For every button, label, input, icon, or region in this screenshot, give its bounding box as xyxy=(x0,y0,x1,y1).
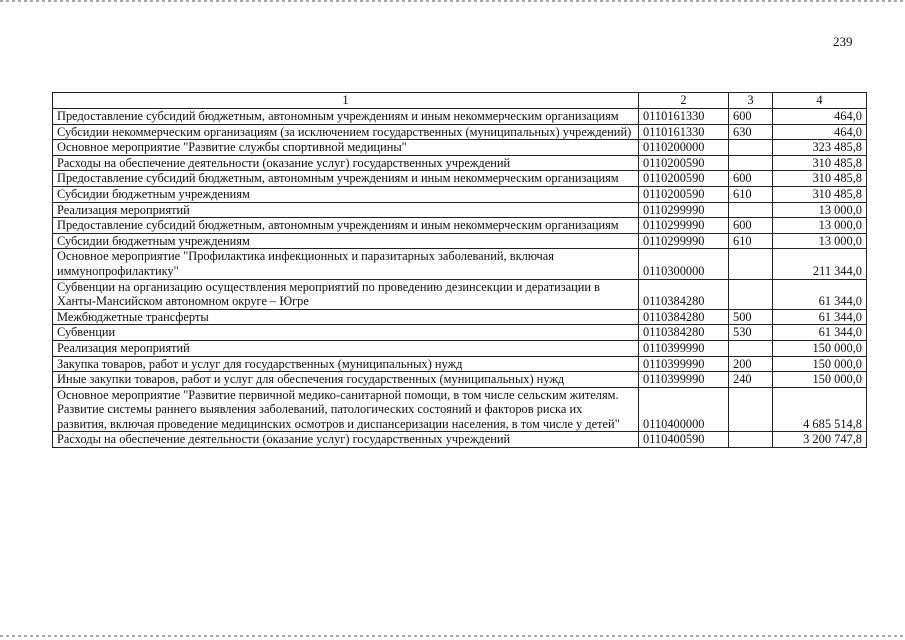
column-header-1: 1 xyxy=(53,93,639,109)
row-type-cell: 500 xyxy=(729,309,773,325)
row-type-cell xyxy=(729,202,773,218)
row-name-cell: Расходы на обеспечение деятельности (оказание услуг) государственных учреждений xyxy=(53,432,639,448)
table-header-row xyxy=(53,93,867,109)
row-type-cell: 610 xyxy=(729,186,773,202)
row-amount-cell: 464,0 xyxy=(773,124,867,140)
table-row xyxy=(53,186,867,202)
row-name-cell: Закупка товаров, работ и услуг для государственных (муниципальных) нужд xyxy=(53,356,639,372)
row-code-cell: 0110200590 xyxy=(639,186,729,202)
row-type-cell xyxy=(729,249,773,279)
row-amount-cell: 150 000,0 xyxy=(773,372,867,388)
row-type-cell xyxy=(729,279,773,309)
row-code-cell: 0110399990 xyxy=(639,340,729,356)
row-type-cell: 200 xyxy=(729,356,773,372)
row-type-cell: 530 xyxy=(729,325,773,341)
table-row xyxy=(53,202,867,218)
row-amount-cell: 4 685 514,8 xyxy=(773,387,867,432)
row-name-cell: Субсидии бюджетным учреждениям xyxy=(53,233,639,249)
column-header-2: 2 xyxy=(639,93,729,109)
row-code-cell: 0110299990 xyxy=(639,218,729,234)
row-name-cell: Основное мероприятие "Профилактика инфекционных и паразитарных заболеваний, включая иммунопрофилактику" xyxy=(53,249,639,279)
page-number: 239 xyxy=(833,34,853,49)
row-amount-cell: 61 344,0 xyxy=(773,309,867,325)
row-type-cell: 600 xyxy=(729,109,773,125)
row-type-cell: 240 xyxy=(729,372,773,388)
row-type-cell xyxy=(729,155,773,171)
row-amount-cell: 211 344,0 xyxy=(773,249,867,279)
row-amount-cell: 13 000,0 xyxy=(773,218,867,234)
row-type-cell: 600 xyxy=(729,171,773,187)
row-amount-cell: 3 200 747,8 xyxy=(773,432,867,448)
row-name-cell: Реализация мероприятий xyxy=(53,202,639,218)
table-row xyxy=(53,325,867,341)
row-amount-cell: 150 000,0 xyxy=(773,356,867,372)
row-amount-cell: 13 000,0 xyxy=(773,202,867,218)
row-code-cell: 0110300000 xyxy=(639,249,729,279)
row-name-cell: Межбюджетные трансферты xyxy=(53,309,639,325)
column-header-4: 4 xyxy=(773,93,867,109)
row-name-cell: Субсидии некоммерческим организациям (за исключением государственных (муниципальных) учреждений) xyxy=(53,124,639,140)
row-amount-cell: 61 344,0 xyxy=(773,279,867,309)
row-code-cell: 0110299990 xyxy=(639,202,729,218)
table-row xyxy=(53,124,867,140)
table-row xyxy=(53,171,867,187)
row-amount-cell: 310 485,8 xyxy=(773,155,867,171)
row-code-cell: 0110384280 xyxy=(639,309,729,325)
row-name-cell: Иные закупки товаров, работ и услуг для обеспечения государственных (муниципальных) нужд xyxy=(53,372,639,388)
table-row xyxy=(53,140,867,156)
row-name-cell: Основное мероприятие "Развитие первичной медико-санитарной помощи, в том числе сельским жителям. Развитие системы раннего выявления заболеваний, патологических состояний и факторов риска их развития, включая проведение медицинских осмотров и диспансеризации населения, в том числе у детей" xyxy=(53,387,639,432)
row-name-cell: Предоставление субсидий бюджетным, автономным учреждениям и иным некоммерческим организациям xyxy=(53,171,639,187)
row-name-cell: Субсидии бюджетным учреждениям xyxy=(53,186,639,202)
table-row xyxy=(53,279,867,309)
row-code-cell: 0110400590 xyxy=(639,432,729,448)
row-code-cell: 0110384280 xyxy=(639,325,729,341)
row-code-cell: 0110399990 xyxy=(639,372,729,388)
scan-edge-top xyxy=(0,0,905,2)
row-name-cell: Предоставление субсидий бюджетным, автономным учреждениям и иным некоммерческим организациям xyxy=(53,109,639,125)
row-amount-cell: 310 485,8 xyxy=(773,171,867,187)
row-code-cell: 0110400000 xyxy=(639,387,729,432)
row-name-cell: Субвенции xyxy=(53,325,639,341)
row-code-cell: 0110384280 xyxy=(639,279,729,309)
table-row xyxy=(53,155,867,171)
row-name-cell: Субвенции на организацию осуществления мероприятий по проведению дезинсекции и дератизации в Ханты-Мансийском автономном округе – Югре xyxy=(53,279,639,309)
row-code-cell: 0110161330 xyxy=(639,109,729,125)
row-amount-cell: 61 344,0 xyxy=(773,325,867,341)
table-row xyxy=(53,432,867,448)
row-type-cell xyxy=(729,387,773,432)
row-type-cell: 630 xyxy=(729,124,773,140)
table-row xyxy=(53,309,867,325)
column-header-3: 3 xyxy=(729,93,773,109)
table-row xyxy=(53,372,867,388)
row-name-cell: Предоставление субсидий бюджетным, автономным учреждениям и иным некоммерческим организациям xyxy=(53,218,639,234)
row-amount-cell: 464,0 xyxy=(773,109,867,125)
table-row xyxy=(53,109,867,125)
table-row xyxy=(53,387,867,432)
row-type-cell xyxy=(729,432,773,448)
row-code-cell: 0110161330 xyxy=(639,124,729,140)
row-amount-cell: 323 485,8 xyxy=(773,140,867,156)
row-code-cell: 0110200000 xyxy=(639,140,729,156)
row-amount-cell: 150 000,0 xyxy=(773,340,867,356)
row-code-cell: 0110200590 xyxy=(639,155,729,171)
row-amount-cell: 310 485,8 xyxy=(773,186,867,202)
scan-edge-bottom xyxy=(0,635,905,637)
row-type-cell xyxy=(729,140,773,156)
row-type-cell: 600 xyxy=(729,218,773,234)
row-name-cell: Основное мероприятие "Развитие службы спортивной медицины" xyxy=(53,140,639,156)
row-name-cell: Реализация мероприятий xyxy=(53,340,639,356)
row-code-cell: 0110299990 xyxy=(639,233,729,249)
row-code-cell: 0110200590 xyxy=(639,171,729,187)
row-type-cell: 610 xyxy=(729,233,773,249)
table-body xyxy=(53,109,867,448)
row-name-cell: Расходы на обеспечение деятельности (оказание услуг) государственных учреждений xyxy=(53,155,639,171)
table-row xyxy=(53,249,867,279)
row-amount-cell: 13 000,0 xyxy=(773,233,867,249)
table-row xyxy=(53,218,867,234)
table-row xyxy=(53,356,867,372)
row-type-cell xyxy=(729,340,773,356)
table-row xyxy=(53,340,867,356)
row-code-cell: 0110399990 xyxy=(639,356,729,372)
budget-table xyxy=(52,92,867,448)
table-row xyxy=(53,233,867,249)
